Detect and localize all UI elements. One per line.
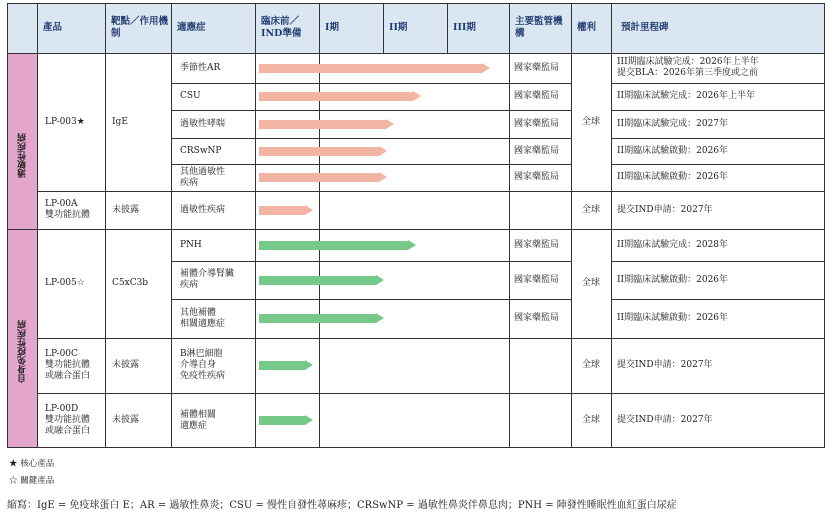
column-divider [509, 53, 510, 448]
regulator-cell: 國家藥監局 [514, 239, 560, 250]
indication-cell: 其他補體 相關適應症 [180, 307, 226, 329]
product-rights: 全球 [581, 204, 600, 215]
product-target: 未披露 [112, 415, 140, 425]
legend-core: ★ 核心產品 [9, 459, 55, 469]
progress-bar [259, 120, 394, 129]
milestone-cell: 提交IND申請：2027年 [617, 415, 713, 425]
column-divider [611, 3, 612, 448]
progress-bar [259, 361, 313, 370]
indication-cell: 過敏性哮喘 [180, 118, 226, 129]
header-regulator: 主要監管機構 [515, 16, 563, 39]
column-divider [383, 3, 384, 53]
row-divider [255, 164, 509, 165]
product-target: C5xC3b [112, 278, 149, 288]
row-divider [255, 299, 509, 300]
indication-cell: 季節性AR [180, 62, 221, 73]
column-divider [105, 3, 106, 448]
progress-bar [259, 416, 313, 425]
row-divider [255, 110, 509, 111]
pipeline-table [7, 3, 825, 448]
progress-bar [259, 276, 384, 285]
regulator-cell: 國家藥監局 [514, 274, 560, 285]
progress-bar [259, 241, 416, 250]
product-rights: 全球 [581, 415, 600, 425]
product-target: 未披露 [112, 204, 140, 215]
row-divider [255, 138, 509, 139]
product-name: LP-00D 雙功能抗體 或融合蛋白 [45, 404, 91, 436]
milestone-cell: II期臨床試驗啟動：2026年 [617, 313, 729, 323]
milestone-cell: II期臨床試驗啟動：2026年 [617, 172, 729, 182]
abbreviations-note: 縮寫：IgE = 免疫球蛋白 E；AR = 過敏性鼻炎；CSU = 慢性自發性蕁麻疹；CRSwNP = 過敏性鼻炎伴鼻息肉；PNH = 陣發性睡眠性血紅蛋白尿症 [7, 500, 677, 511]
column-divider [255, 3, 256, 448]
category-label-allergic: 過敏性疾病 [18, 133, 28, 178]
product-rights: 全球 [581, 360, 600, 370]
product-rights: 全球 [581, 278, 600, 288]
indication-cell: 過敏性疾病 [180, 204, 226, 215]
indication-cell: CRSwNP [180, 145, 222, 156]
header-target: 靶點／作用機制 [111, 16, 169, 39]
progress-bar [259, 64, 490, 73]
header-product: 產品 [43, 22, 63, 33]
milestone-cell: II期臨床試驗完成：2028年 [617, 239, 729, 250]
regulator-cell: 國家藥監局 [514, 91, 560, 101]
product-name: LP-00A 雙功能抗體 [45, 199, 91, 220]
row-divider [255, 83, 509, 84]
column-divider [447, 3, 448, 53]
column-divider [824, 3, 825, 448]
header-phase3: III期 [453, 22, 476, 33]
milestone-cell: 提交IND申請：2027年 [617, 360, 713, 370]
product-target: 未披露 [112, 360, 140, 370]
progress-bar [259, 173, 387, 182]
header-phase1: I期 [325, 22, 339, 33]
header-rights: 權利 [577, 22, 597, 33]
regulator-cell: 國家藥監局 [514, 145, 560, 156]
progress-bar [259, 92, 421, 101]
indication-cell: B淋巴細胞 介導自身 免疫性疾病 [180, 349, 226, 381]
milestone-cell: II期臨床試驗啟動：2026年 [617, 274, 729, 285]
regulator-cell: 國家藥監局 [514, 172, 560, 182]
product-name: LP-003★ [45, 116, 85, 127]
table-border-top [7, 3, 825, 4]
indication-cell: CSU [180, 91, 201, 101]
header-milestone: 預計里程碑 [621, 22, 669, 33]
indication-cell: PNH [180, 239, 202, 250]
regulator-cell [514, 393, 571, 448]
progress-bar [259, 206, 313, 215]
milestone-cell: III期臨床試驗完成：2026年上半年 提交BLA：2026年第三季度或之前 [617, 57, 759, 78]
header-indication: 適應症 [177, 22, 206, 33]
indication-cell: 補體介導腎臟 疾病 [180, 269, 235, 290]
legend-key: ☆ 關鍵產品 [9, 476, 55, 486]
regulator-cell: 國家藥監局 [514, 118, 560, 129]
product-rights: 全球 [581, 116, 600, 127]
milestone-cell: II期臨床試驗啟動：2026年 [617, 145, 729, 156]
product-name: LP-005☆ [45, 278, 85, 288]
regulator-cell [514, 338, 571, 393]
progress-bar [259, 314, 384, 323]
milestone-cell: 提交IND申請：2027年 [617, 204, 713, 215]
column-divider [7, 3, 8, 448]
indication-cell: 其他過敏性 疾病 [180, 166, 226, 188]
product-target: IgE [112, 116, 128, 127]
column-divider [509, 3, 510, 53]
progress-bar [259, 147, 387, 156]
regulator-cell: 國家藥監局 [514, 62, 560, 73]
header-phase2: II期 [389, 22, 408, 33]
indication-cell: 補體相關 適應症 [180, 409, 217, 431]
column-divider [37, 3, 38, 448]
header-preclinical: 臨床前／IND準備 [261, 16, 302, 39]
milestone-cell: II期臨床試驗完成：2027年 [617, 118, 729, 129]
regulator-cell: 國家藥監局 [514, 313, 560, 323]
regulator-cell [514, 191, 571, 229]
category-label-autoimmune: 自身免疫性疾病 [18, 320, 28, 383]
milestone-cell: II期臨床試驗完成：2026年上半年 [617, 91, 756, 101]
product-name: LP-00C 雙功能抗體 或融合蛋白 [45, 349, 91, 381]
column-divider [171, 3, 172, 448]
row-divider [255, 261, 509, 262]
